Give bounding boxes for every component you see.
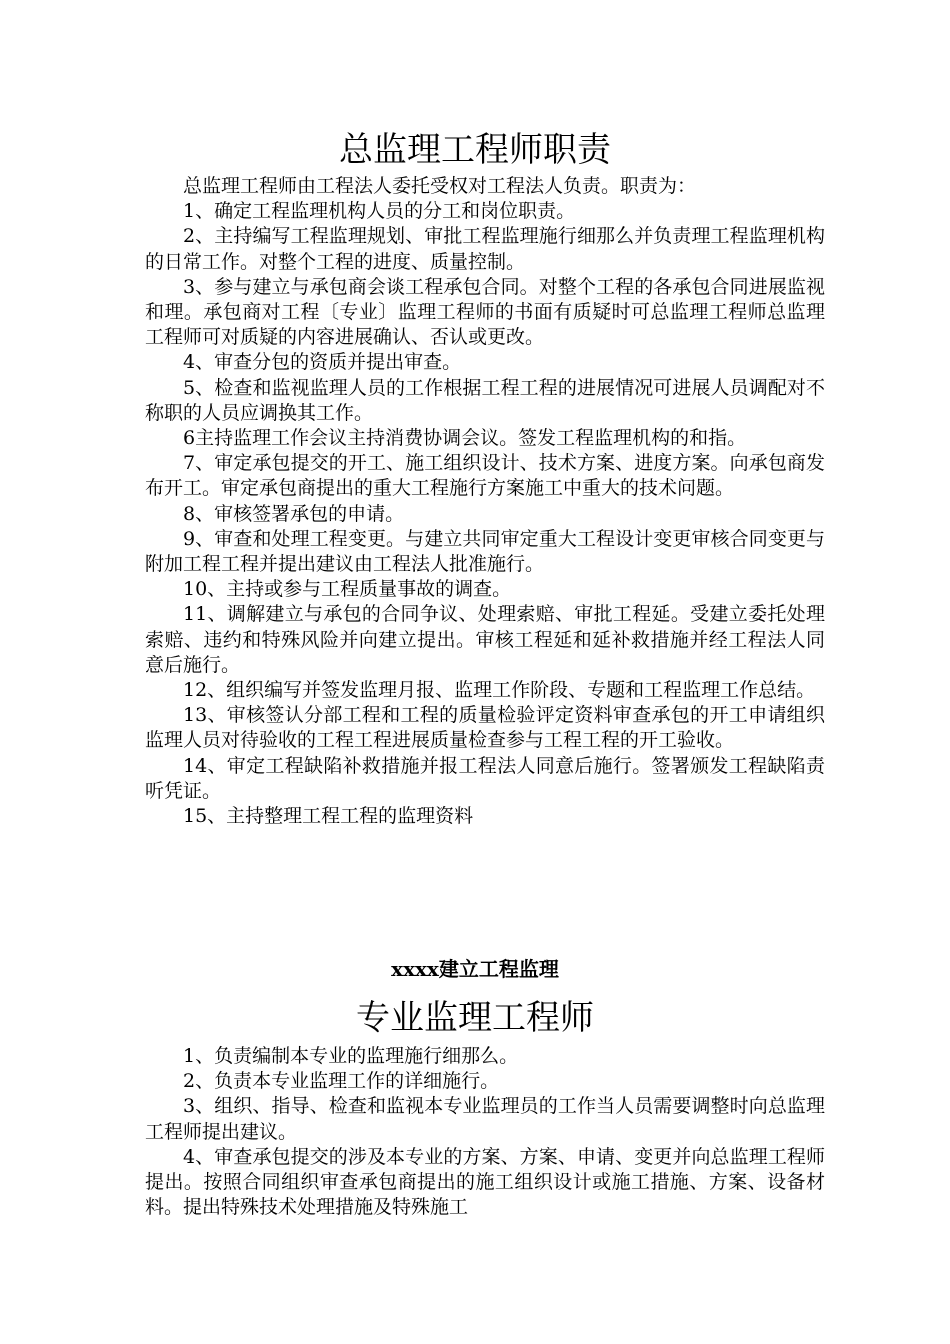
organization-name: xxxx建立工程监理: [391, 957, 559, 981]
section1-paragraph: 8、审核签署承包的申请。: [183, 502, 405, 525]
section1-paragraph: 4、审查分包的资质并提出审查。: [183, 351, 462, 374]
section1-paragraph: 6主持监理工作会议主持消费协调会议。签发工程监理机构的和指。: [183, 427, 747, 450]
section2-paragraph: 3、组织、指导、检查和监视本专业监理员的工作当人员需要调整时向总监理工程师提出建议。: [145, 1095, 825, 1143]
section2-paragraph: 2、负责本专业监理工作的详细施行。: [183, 1070, 500, 1093]
section1-paragraph: 1、确定工程监理机构人员的分工和岗位职责。: [183, 200, 576, 223]
section1-paragraph: 11、调解建立与承包的合同争议、处理索赔、审批工程延。受建立委托处理索赔、违约和特殊风险并向建立提出。审核工程延和延补救措施并经工程法人同意后施行。: [145, 603, 825, 676]
section1-paragraph: 总监理工程师由工程法人委托受权对工程法人负责。职责为：: [183, 175, 697, 197]
section1-paragraph: 3、参与建立与承包商会谈工程承包合同。对整个工程的各承包合同进展监视和理。承包商对工程〔专业〕监理工程师的书面有质疑时可总监理工程师总监理工程师可对质疑的内容进展确认、否认或更改。: [145, 275, 825, 349]
section1-paragraph: 10、主持或参与工程质量事故的调查。: [183, 578, 512, 601]
section2-body: [145, 1044, 825, 1220]
section1-paragraph: 15、主持整理工程工程的监理资料: [183, 805, 474, 828]
section1-body: [145, 174, 825, 829]
section2-title: 专业监理工程师: [356, 998, 594, 1038]
section2-paragraph: 4、审查承包提交的涉及本专业的方案、方案、申请、变更并向总监理工程师提出。按照合同组织审查承包商提出的施工组织设计或施工措施、方案、设备材料。提出特殊技术处理措施及特殊施工: [145, 1145, 825, 1219]
section1-paragraph: 9、审查和处理工程变更。与建立共同审定重大工程设计变更审核合同变更与附加工程工程并提出建议由工程法人批准施行。: [145, 527, 825, 576]
section1-paragraph: 2、主持编写工程监理规划、审批工程监理施行细那么并负责理工程监理机构的日常工作。对整个工程的进度、质量控制。: [145, 225, 825, 273]
section1-title: 总监理工程师职责: [339, 130, 611, 170]
section1-paragraph: 13、审核签认分部工程和工程的质量检验评定资料审查承包的开工申请组织监理人员对待验收的工程工程进展质量检查参与工程工程的开工验收。: [145, 704, 825, 752]
section1-paragraph: 7、审定承包提交的开工、施工组织设计、技术方案、进度方案。向承包商发布开工。审定承包商提出的重大工程施行方案施工中重大的技术问题。: [145, 452, 825, 500]
section1-paragraph: 14、审定工程缺陷补救措施并报工程法人同意后施行。签署颁发工程缺陷责听凭证。: [145, 754, 825, 802]
section1-paragraph: 12、组织编写并签发监理月报、监理工作阶段、专题和工程监理工作总结。: [183, 679, 816, 702]
section2-paragraph: 1、负责编制本专业的监理施行细那么。: [183, 1045, 519, 1067]
section1-paragraph: 5、检查和监视监理人员的工作根据工程工程的进展情况可进展人员调配对不称职的人员应调换其工作。: [145, 376, 825, 424]
